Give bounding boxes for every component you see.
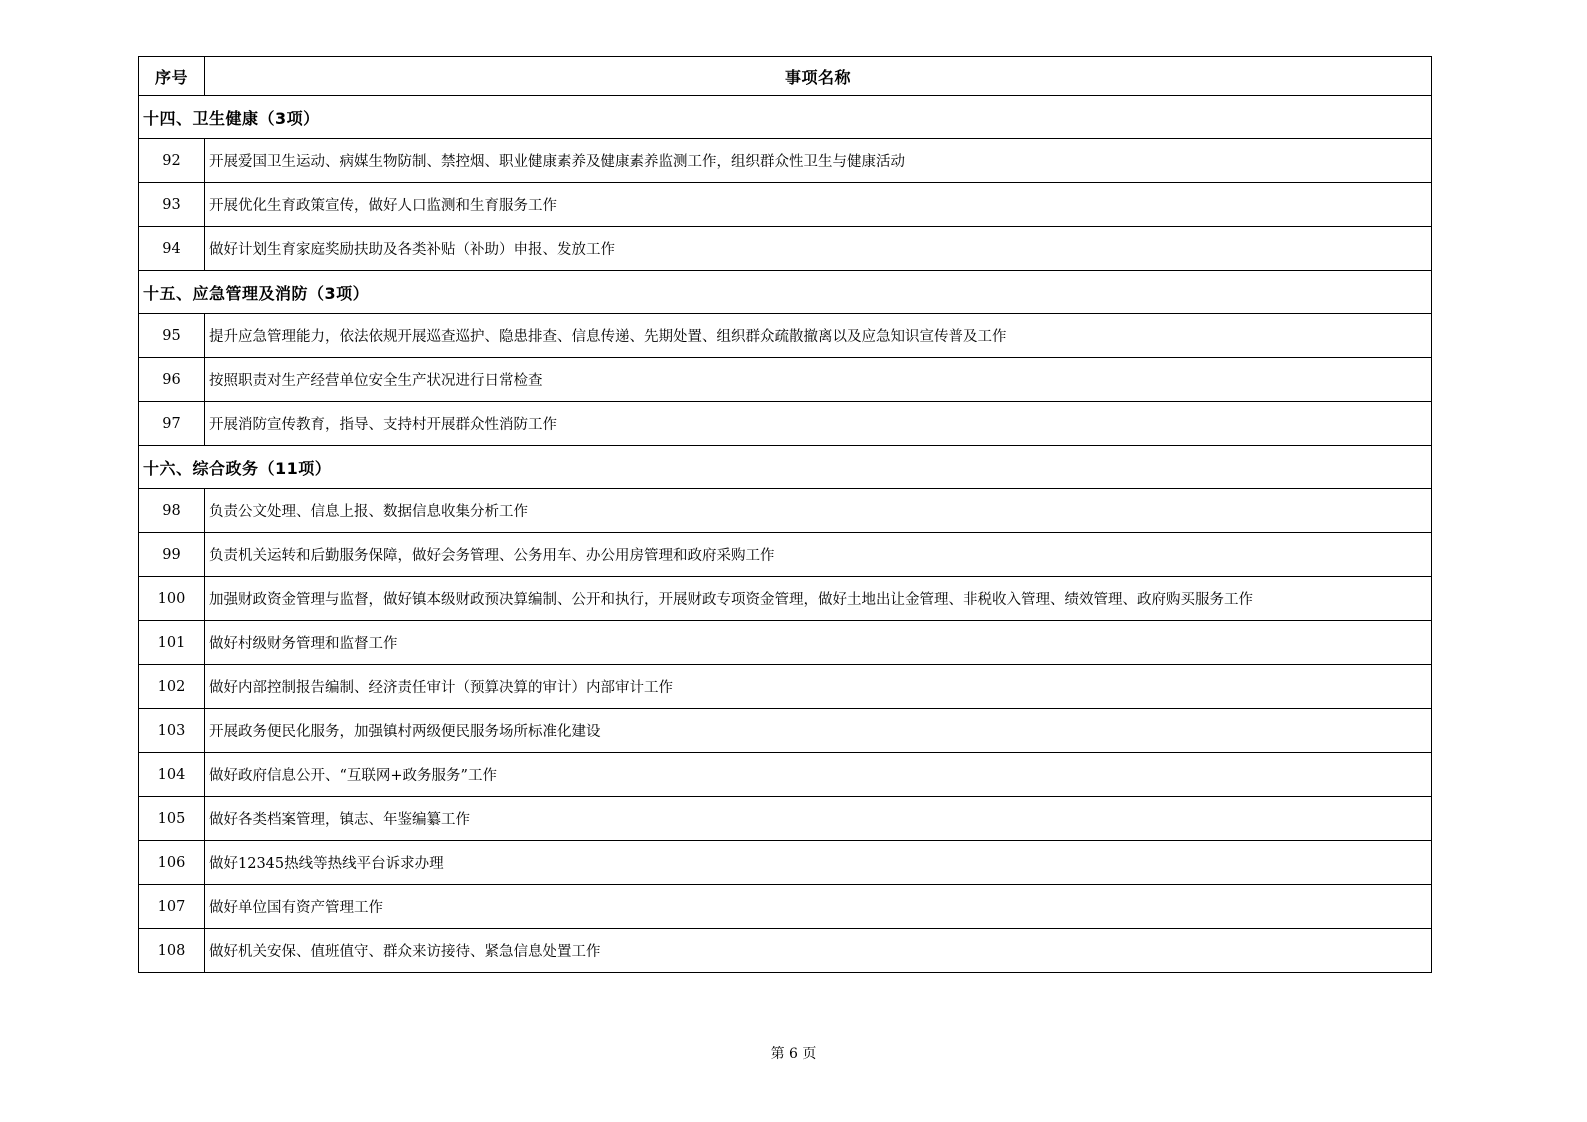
row-item-name: 做好政府信息公开、“互联网+政务服务”工作 xyxy=(205,753,1432,797)
table-row xyxy=(139,665,1432,709)
row-item-name: 加强财政资金管理与监督，做好镇本级财政预决算编制、公开和执行，开展财政专项资金管理，做好土地出让金管理、非税收入管理、绩效管理、政府购买服务工作 xyxy=(205,577,1432,621)
row-number: 96 xyxy=(139,358,205,402)
row-number: 106 xyxy=(139,841,205,885)
row-number: 102 xyxy=(139,665,205,709)
section-row xyxy=(139,271,1432,314)
row-item-name: 做好计划生育家庭奖励扶助及各类补贴（补助）申报、发放工作 xyxy=(205,227,1432,271)
row-number: 100 xyxy=(139,577,205,621)
row-item-name: 负责机关运转和后勤服务保障，做好会务管理、公务用车、办公用房管理和政府采购工作 xyxy=(205,533,1432,577)
table-row xyxy=(139,841,1432,885)
table-row xyxy=(139,753,1432,797)
row-number: 97 xyxy=(139,402,205,446)
table-row xyxy=(139,709,1432,753)
row-item-name: 做好各类档案管理，镇志、年鉴编纂工作 xyxy=(205,797,1432,841)
row-item-name: 开展政务便民化服务，加强镇村两级便民服务场所标准化建设 xyxy=(205,709,1432,753)
table-row xyxy=(139,358,1432,402)
header-item-name: 事项名称 xyxy=(205,57,1432,96)
row-number: 95 xyxy=(139,314,205,358)
row-number: 94 xyxy=(139,227,205,271)
row-item-name: 做好内部控制报告编制、经济责任审计（预算决算的审计）内部审计工作 xyxy=(205,665,1432,709)
table-row xyxy=(139,489,1432,533)
table-row xyxy=(139,885,1432,929)
table-row xyxy=(139,621,1432,665)
section-title: 十四、卫生健康（3项） xyxy=(139,96,1432,139)
table-header-row xyxy=(139,57,1432,96)
row-item-name: 做好12345热线等热线平台诉求办理 xyxy=(205,841,1432,885)
row-number: 104 xyxy=(139,753,205,797)
table-row xyxy=(139,402,1432,446)
row-item-name: 开展爱国卫生运动、病媒生物防制、禁控烟、职业健康素养及健康素养监测工作，组织群众性卫生与健康活动 xyxy=(205,139,1432,183)
row-item-name: 负责公文处理、信息上报、数据信息收集分析工作 xyxy=(205,489,1432,533)
page-number: 第 6 页 xyxy=(770,1046,817,1062)
table-row xyxy=(139,227,1432,271)
table-row xyxy=(139,533,1432,577)
row-number: 101 xyxy=(139,621,205,665)
row-number: 99 xyxy=(139,533,205,577)
row-number: 105 xyxy=(139,797,205,841)
section-row xyxy=(139,96,1432,139)
row-number: 93 xyxy=(139,183,205,227)
table-row xyxy=(139,797,1432,841)
row-item-name: 开展优化生育政策宣传，做好人口监测和生育服务工作 xyxy=(205,183,1432,227)
row-number: 107 xyxy=(139,885,205,929)
row-number: 98 xyxy=(139,489,205,533)
row-item-name: 做好机关安保、值班值守、群众来访接待、紧急信息处置工作 xyxy=(205,929,1432,973)
table-row xyxy=(139,577,1432,621)
row-item-name: 提升应急管理能力，依法依规开展巡查巡护、隐患排查、信息传递、先期处置、组织群众疏散撤离以及应急知识宣传普及工作 xyxy=(205,314,1432,358)
items-table xyxy=(138,56,1432,973)
row-item-name: 做好单位国有资产管理工作 xyxy=(205,885,1432,929)
table-row xyxy=(139,929,1432,973)
row-item-name: 做好村级财务管理和监督工作 xyxy=(205,621,1432,665)
section-row xyxy=(139,446,1432,489)
row-number: 92 xyxy=(139,139,205,183)
row-number: 108 xyxy=(139,929,205,973)
section-title: 十六、综合政务（11项） xyxy=(139,446,1432,489)
section-title: 十五、应急管理及消防（3项） xyxy=(139,271,1432,314)
row-item-name: 按照职责对生产经营单位安全生产状况进行日常检查 xyxy=(205,358,1432,402)
row-number: 103 xyxy=(139,709,205,753)
table-row xyxy=(139,139,1432,183)
row-item-name: 开展消防宣传教育，指导、支持村开展群众性消防工作 xyxy=(205,402,1432,446)
table-row xyxy=(139,183,1432,227)
table-row xyxy=(139,314,1432,358)
header-number: 序号 xyxy=(139,57,205,96)
